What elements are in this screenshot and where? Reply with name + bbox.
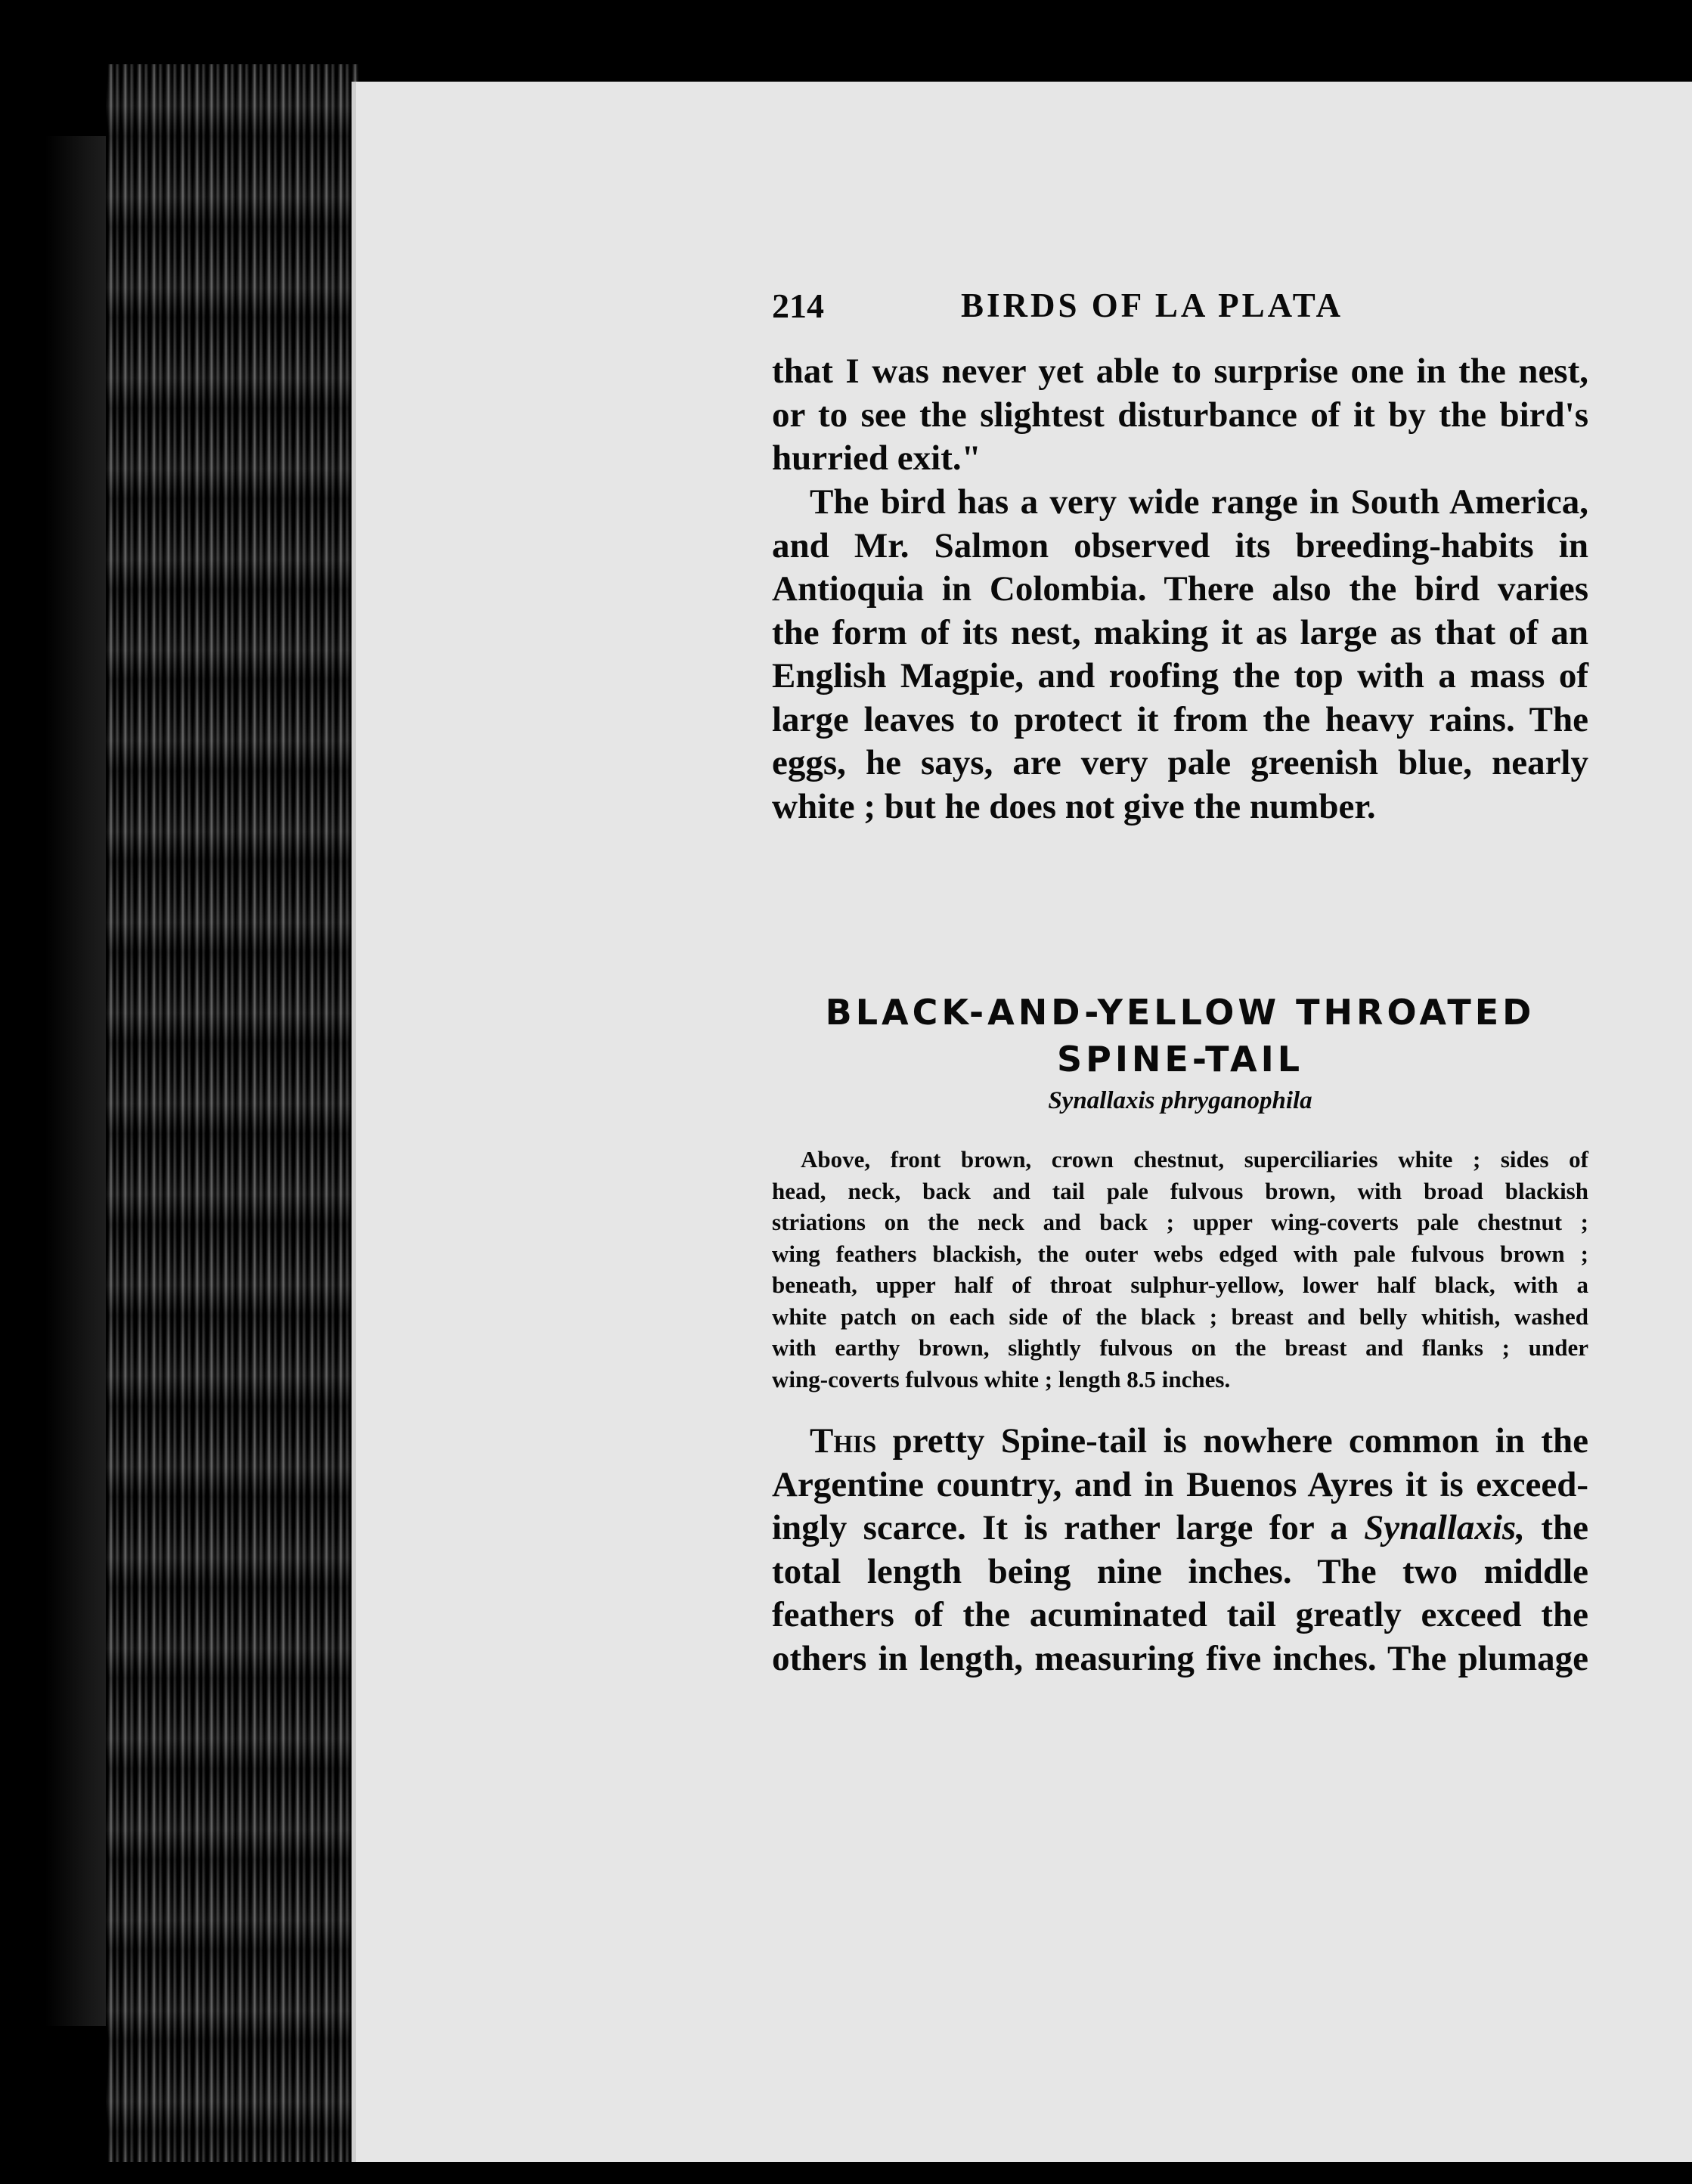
running-title: BIRDS OF LA PLATA bbox=[961, 287, 1343, 324]
species-description bbox=[772, 1144, 1588, 1395]
description-line: white patch on each side of the black ; breast and belly whitish, washed bbox=[772, 1303, 1588, 1330]
text-line: Argentine country, and in Buenos Ayres it is exceed- bbox=[772, 1464, 1588, 1504]
description-line: wing feathers blackish, the outer webs edged with pale fulvous brown ; bbox=[772, 1240, 1588, 1267]
book-page-edges bbox=[106, 64, 359, 2162]
text-fragment: ingly scarce. It is rather large for a bbox=[772, 1508, 1365, 1547]
description-line: striations on the neck and back ; upper wing-coverts pale chestnut ; bbox=[772, 1209, 1588, 1235]
text-line: feathers of the acuminated tail greatly exceed the bbox=[772, 1595, 1588, 1634]
text-line: Antioquia in Colombia. There also the bird varies bbox=[772, 569, 1588, 609]
section-title-line: BLACK-AND-YELLOW THROATED bbox=[825, 992, 1536, 1033]
scientific-name: Synallaxis phryganophila bbox=[1048, 1087, 1312, 1114]
description-line: head, neck, back and tail pale fulvous brown, with broad blackish bbox=[772, 1177, 1588, 1204]
text-line: white ; but he does not give the number. bbox=[772, 786, 1376, 826]
text-fragment: pretty Spine-tail is nowhere common in the bbox=[876, 1421, 1588, 1461]
description-line: with earthy brown, slightly fulvous on the breast and flanks ; under bbox=[772, 1334, 1588, 1361]
description-line: beneath, upper half of throat sulphur-yellow, lower half black, with a bbox=[772, 1272, 1588, 1298]
section-title bbox=[772, 989, 1588, 1083]
text-line bbox=[772, 1507, 1588, 1550]
text-line: the form of its nest, making it as large as that of an bbox=[772, 612, 1588, 652]
book-shadow bbox=[45, 136, 113, 2026]
opening-word: This bbox=[810, 1421, 877, 1461]
text-line: total length being nine inches. The two middle bbox=[772, 1551, 1588, 1591]
text-line: eggs, he says, are very pale greenish blue, nearly bbox=[772, 743, 1588, 782]
paragraph bbox=[772, 1420, 1588, 1681]
text-line: or to see the slightest disturbance of it by the bird's bbox=[772, 395, 1588, 435]
text-fragment: the bbox=[1524, 1508, 1588, 1547]
description-line: Above, front brown, crown chestnut, superciliaries white ; sides of bbox=[801, 1146, 1588, 1173]
text-line: that I was never yet able to surprise one in the nest, bbox=[772, 352, 1588, 391]
text-line: hurried exit." bbox=[772, 438, 981, 478]
text-line: others in length, measuring five inches. The plumage bbox=[772, 1638, 1588, 1678]
text-line: large leaves to protect it from the heavy rains. The bbox=[772, 699, 1588, 739]
page-number: 214 bbox=[772, 287, 824, 325]
text-line: English Magpie, and roofing the top with a mass of bbox=[772, 656, 1588, 695]
section-title-line: SPINE-TAIL bbox=[1056, 1039, 1304, 1080]
paragraph bbox=[772, 481, 1588, 829]
genus-name: Synallaxis, bbox=[1364, 1508, 1525, 1547]
text-line: The bird has a very wide range in South America, bbox=[810, 482, 1588, 522]
text-line bbox=[772, 1420, 1588, 1464]
description-line: wing-coverts fulvous white ; length 8.5 inches. bbox=[772, 1365, 1231, 1392]
paragraph-continued bbox=[772, 350, 1588, 481]
page bbox=[352, 82, 1692, 2162]
text-line: and Mr. Salmon observed its breeding-habits in bbox=[772, 525, 1588, 565]
